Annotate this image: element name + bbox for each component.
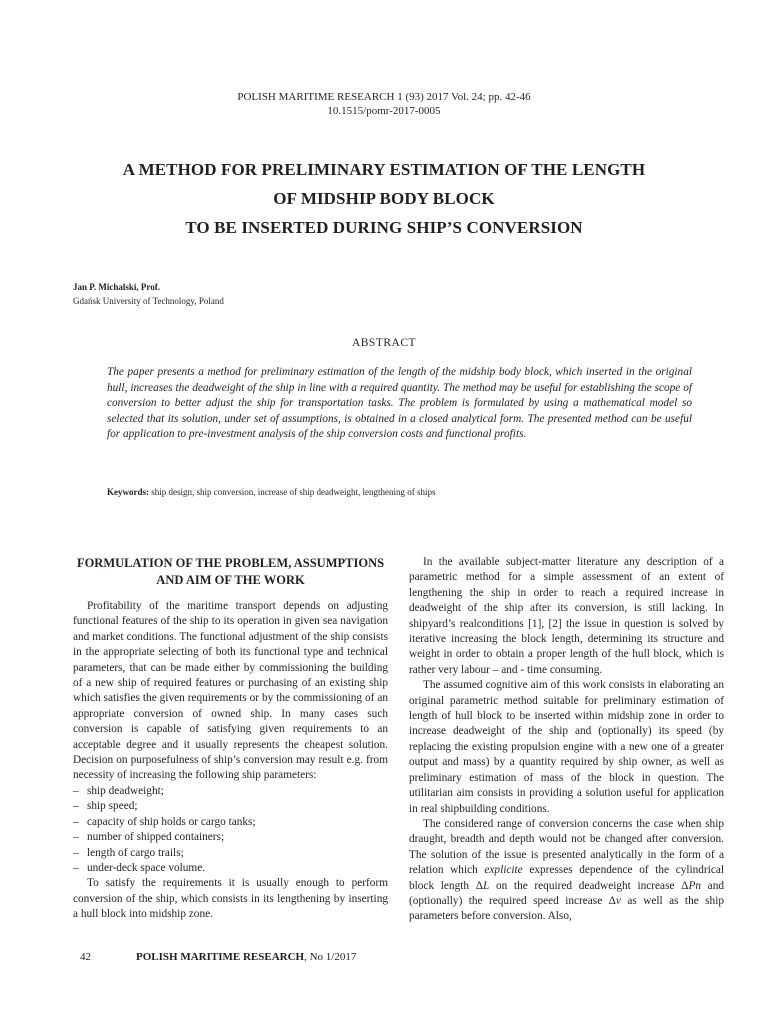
paragraph: The assumed cognitive aim of this work consists in elaborating an original parametric method suitable for preliminary estimation of length of hull block to be inserted within midship zone in order to increase deadweight of the ship and (optionally) its speed (by replacing the existing propulsion engine with a new one of a greater output and mass) by a quantity required by ship owner, as well as preliminary estimation of mass of the block in question. The utilitarian aim consists in providing a solution useful for application in real shipbuilding conditions. (409, 679, 724, 815)
paragraph: The considered range of conversion concerns the case when ship draught, breadth and depth would not be changed after conversion. The solution of the issue is presented analytically in the form of a relation which explicite expresses dependence of the cylindrical block length ΔL on the required deadweight increase ΔPn and (optionally) the required speed increase Δv as well as the ship parameters before conversion. Also, (409, 817, 724, 923)
list-item: – ship speed; (73, 800, 138, 813)
section-heading: FORMULATION OF THE PROBLEM, ASSUMPTIONS AND AIM OF THE WORK (76, 556, 385, 587)
paragraph: Profitability of the maritime transport depends on adjusting functional features of the ship to its operation in given sea navigation and market conditions. The functional adjustment of the ship consists in the appropriate selecting of both its functional type and technical parameters, that can be made either by commissioning the building of a new ship of required features or purchasing of an existing ship which satisfies the given requirements or by the commissioning of an appropriate conversion of owned ship. In many cases such conversion is capable of satisfying given requirements to an acceptable degree and it usually represents the cheapest solution. Decision on purposefulness of ship’s conversion may result e.g. from necessity of increasing the following ship parameters: (73, 600, 388, 782)
footer-issue: , No 1/2017 (304, 951, 357, 963)
list-item: – number of shipped containers; (73, 831, 225, 844)
title-line-2: OF MIDSHIP BODY BLOCK (273, 189, 495, 208)
right-column (409, 555, 724, 925)
keywords-label: Keywords: (107, 487, 149, 497)
doi: 10.1515/pomr-2017-0005 (327, 105, 441, 117)
keywords (107, 487, 435, 497)
title-line-1: A METHOD FOR PRELIMINARY ESTIMATION OF THE LENGTH (122, 160, 646, 179)
page-footer (80, 951, 356, 963)
paragraph: In the available subject-matter literature any description of a parametric method for a simple assessment of an extent of lengthening the ship in order to reach a required increase in deadweight of the ship after its conversion, is still lacking. In shipyard’s realconditions [1], [2] the issue in question is solved by iterative increasing the block length, determining its structure and weight in order to obtain a proper length of the hull block, which is rather very labour – and - time consuming. (409, 556, 724, 676)
list-item: – capacity of ship holds or cargo tanks; (73, 815, 256, 828)
abstract-heading: ABSTRACT (351, 337, 417, 349)
paper-title (60, 155, 708, 242)
running-header (0, 90, 768, 118)
author-block (73, 280, 224, 308)
keywords-text: ship design, ship conversion, increase of ship deadweight, lengthening of ships (149, 487, 436, 497)
parameter-list (73, 784, 388, 876)
journal-citation: POLISH MARITIME RESEARCH 1 (93) 2017 Vol. 24; pp. 42-46 (237, 91, 531, 103)
author-affiliation: Gdańsk University of Technology, Poland (73, 296, 224, 306)
author-name: Jan P. Michalski, Prof. (73, 282, 161, 292)
paragraph: To satisfy the requirements it is usually enough to perform conversion of the ship, which consists in its lengthening by inserting a hull block into midship zone. (73, 877, 388, 921)
list-item: – ship deadweight; (73, 784, 164, 797)
title-line-3: TO BE INSERTED DURING SHIP’S CONVERSION (185, 218, 583, 237)
left-column (73, 555, 388, 923)
list-item: – length of cargo trails; (73, 846, 184, 859)
abstract-text: The paper presents a method for preliminary estimation of the length of the midship body block, which inserted in the original hull, increases the deadweight of the ship in line with a required quantity. The method may be useful for establishing the scope of conversion to better adjust the ship for transportation tasks. The problem is formulated by using a mathematical model so selected that its solution, under set of assumptions, is obtained in a closed analytical form. The presented method can be useful for application to pre-investment analysis of the ship conversion costs and functional profits. (107, 366, 692, 440)
footer-journal: POLISH MARITIME RESEARCH (136, 951, 305, 963)
page-number: 42 (80, 951, 91, 963)
list-item: – under-deck space volume. (73, 861, 206, 874)
